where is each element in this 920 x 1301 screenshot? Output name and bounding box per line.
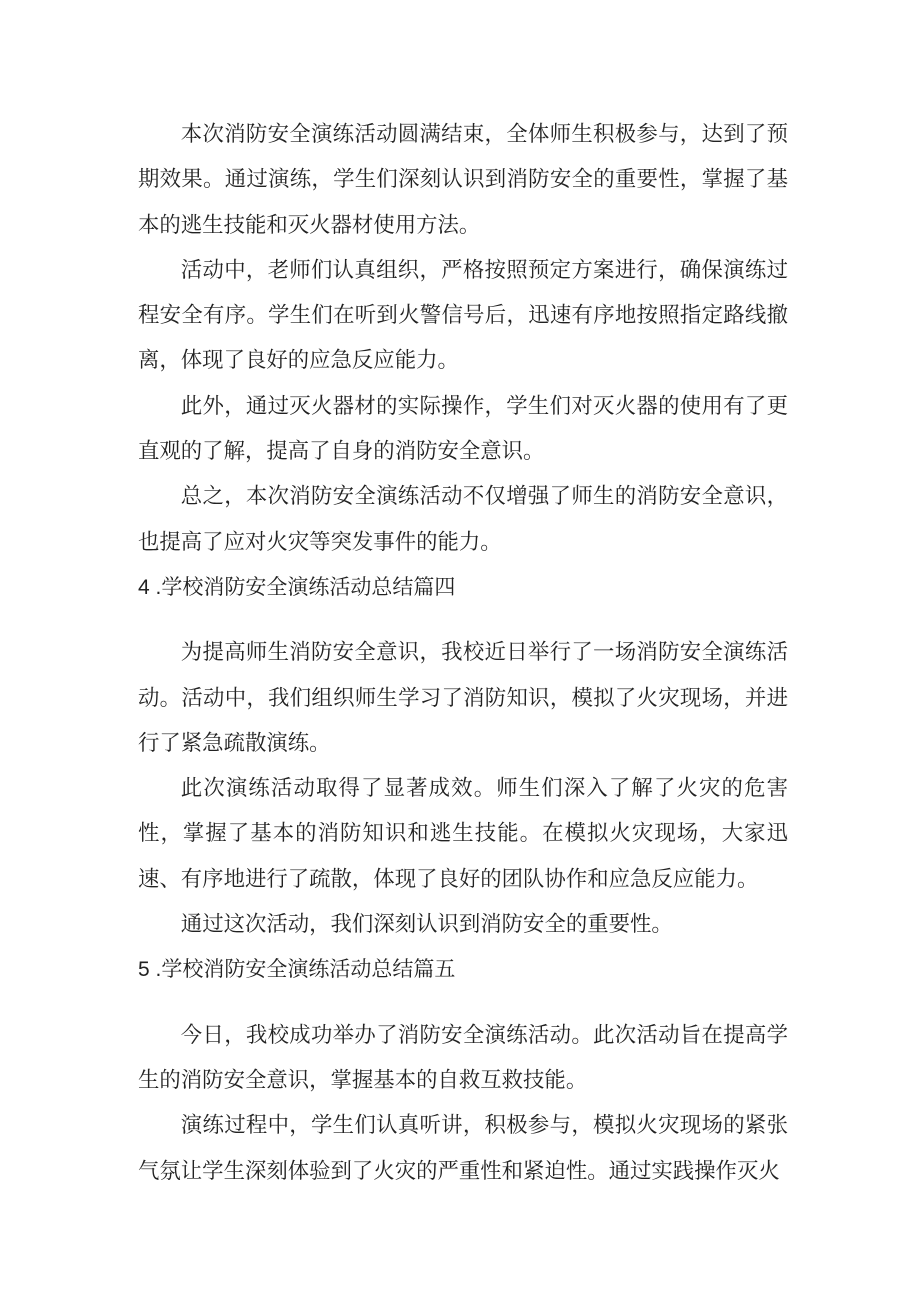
- paragraph: 此次演练活动取得了显著成效。师生们深入了解了火灾的危害性，掌握了基本的消防知识和逃生技能。在模拟火灾现场，大家迅速、有序地进行了疏散，体现了良好的团队协作和应急反应能力。: [138, 776, 788, 892]
- paragraph: 活动中，老师们认真组织，严格按照预定方案进行，确保演练过程安全有序。学生们在听到火警信号后，迅速有序地按照指定路线撤离，体现了良好的应急反应能力。: [138, 257, 788, 374]
- section-heading: 5 .学校消防安全演练活动总结篇五: [138, 958, 456, 982]
- spacer: [138, 993, 788, 1013]
- paragraph: 今日，我校成功举办了消防安全演练活动。此次活动旨在提高学生的消防安全意识，掌握基本的自救互救技能。: [138, 1022, 788, 1093]
- paragraph: 总之，本次消防安全演练活动不仅增强了师生的消防安全意识，也提高了应对火灾等突发事件的能力。: [138, 484, 788, 555]
- paragraph: 为提高师生消防安全意识，我校近日举行了一场消防安全演练活动。活动中，我们组织师生学习了消防知识，模拟了火灾现场，并进行了紧急疏散演练。: [138, 640, 788, 756]
- spacer: [138, 610, 788, 630]
- paragraph: 本次消防安全演练活动圆满结束，全体师生积极参与，达到了预期效果。通过演练，学生们深刻认识到消防安全的重要性，掌握了基本的逃生技能和灭火器材使用方法。: [138, 122, 788, 238]
- paragraph: 演练过程中，学生们认真听讲，积极参与，模拟火灾现场的紧张气氛让学生深刻体验到了火灾的严重性和紧迫性。通过实践操作灭火: [138, 1113, 788, 1184]
- document-body: [138, 112, 788, 1194]
- paragraph: 通过这次活动，我们深刻认识到消防安全的重要性。: [180, 912, 673, 938]
- paragraph: 此外，通过灭火器材的实际操作，学生们对灭火器的使用有了更直观的了解，提高了自身的消防安全意识。: [138, 393, 788, 465]
- section-heading: 4 .学校消防安全演练活动总结篇四: [138, 575, 456, 599]
